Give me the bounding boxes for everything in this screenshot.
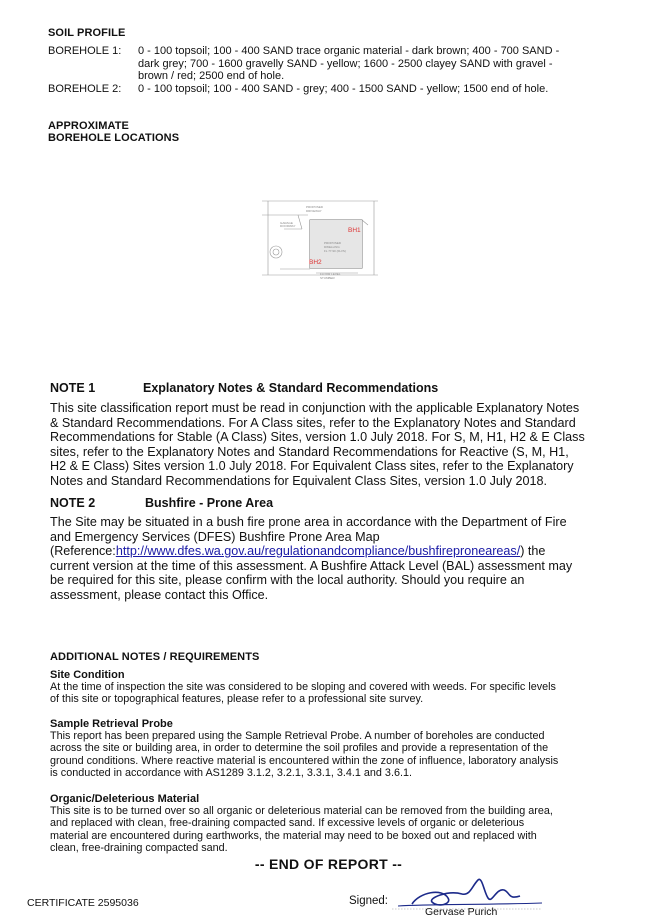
svg-text:PROPOSED: PROPOSED xyxy=(306,205,324,209)
borehole-1-description xyxy=(138,45,598,83)
section-line: ground conditions. Where reactive material is encountered within the zone of influence, laboratory analysis xyxy=(50,754,559,767)
note-line: Notes and Standard Recommendations for Equivalent Class Sites, version 1.0 July 2018. xyxy=(50,473,548,488)
section-title: Sample Retrieval Probe xyxy=(50,718,173,730)
bh2-marker-label: BH2 xyxy=(309,259,322,266)
end-of-report: -- END OF REPORT -- xyxy=(254,856,403,872)
note-line: This site classification report must be read in conjunction with the applicable Explanatory Notes xyxy=(50,401,580,415)
borehole-1-line: 0 - 100 topsoil; 100 - 400 SAND trace organic material - dark brown; 400 - 700 SAND - xyxy=(138,45,560,57)
section-line: This report has been prepared using the Sample Retrieval Probe. A number of boreholes are conducted xyxy=(50,730,545,742)
svg-text:DWELLING: DWELLING xyxy=(324,245,340,249)
svg-text:GARAGE: GARAGE xyxy=(280,221,293,225)
note-line: sites, refer to the Explanatory Notes and Standard Recommendations for Reactive (S, M, H1, xyxy=(50,444,569,459)
section-title: Organic/Deleterious Material xyxy=(50,793,200,805)
heading-line: APPROXIMATE xyxy=(48,120,129,132)
section-body xyxy=(50,805,588,855)
additional-notes-heading: ADDITIONAL NOTES / REQUIREMENTS xyxy=(50,651,260,663)
note-1-number: NOTE 1 xyxy=(50,381,96,395)
note-line: assessment, please contact this Office. xyxy=(50,587,269,602)
reference-line xyxy=(50,544,610,559)
note-line: current version at the time of this assessment. A Bushfire Attack Level (BAL) assessment may xyxy=(50,558,573,573)
site-condition-section xyxy=(50,669,588,706)
section-body xyxy=(50,730,588,780)
signed-label: Signed: xyxy=(349,895,389,907)
note-2-title: Bushfire - Prone Area xyxy=(145,496,274,510)
note-1-title: Explanatory Notes & Standard Recommendations xyxy=(143,381,439,395)
section-line: This site is to be turned over so all organic or deleterious material can be removed from the building area, xyxy=(50,805,553,817)
section-line: across the site or building area, in order to determine the soil profiles and provide a representation of the xyxy=(50,742,549,755)
borehole-1-line: brown / red; 2500 end of hole. xyxy=(138,70,285,82)
signatory-name: Gervase Purich xyxy=(425,906,498,918)
svg-text:DRIVEWAY: DRIVEWAY xyxy=(306,209,322,213)
soil-profile-heading: SOIL PROFILE xyxy=(48,27,126,39)
borehole-2-label: BOREHOLE 2: xyxy=(48,83,122,95)
site-plan-diagram xyxy=(258,195,383,285)
reference-suffix: ) the xyxy=(520,544,546,559)
borehole-1-line: dark grey; 700 - 1600 gravelly SAND - yellow; 1600 - 2500 clayey SAND with gravel - xyxy=(138,57,553,70)
dfes-bushfire-link[interactable]: http://www.dfes.wa.gov.au/regulationandcompliance/bushfireproneareas/ xyxy=(115,544,521,559)
note-2-body xyxy=(50,515,610,603)
section-line: is conducted in accordance with AS1289 3.1.2, 3.2.1, 3.3.1, 3.4.1 and 3.6.1. xyxy=(50,767,412,780)
section-line: material are encountered during earthworks, the material may need to be boxed out and replaced with xyxy=(50,829,537,842)
borehole-1-label: BOREHOLE 1: xyxy=(48,45,122,57)
svg-text:STUMBER: STUMBER xyxy=(320,276,335,280)
note-1-body xyxy=(50,401,610,489)
sample-retrieval-section xyxy=(50,718,588,780)
borehole-locations-heading xyxy=(48,120,179,144)
borehole-2-description xyxy=(138,83,598,96)
svg-text:PROPOSED: PROPOSED xyxy=(324,241,342,245)
note-line: The Site may be situated in a bush fire prone area in accordance with the Department of Fire xyxy=(50,515,567,529)
note-line: and Emergency Services (DFES) Bushfire Prone Area Map xyxy=(50,529,380,544)
bh1-marker-label: BH1 xyxy=(348,227,361,234)
section-body xyxy=(50,681,588,706)
section-line: clean, free-draining compacted sand. xyxy=(50,842,228,855)
note-line: Recommendations for Stable (A Class) Sites, version 1.0 July 2018. For S, M, H1, H2 & E Class xyxy=(50,430,585,445)
certificate-number: CERTIFICATE 2595036 xyxy=(27,897,139,909)
section-title: Site Condition xyxy=(50,669,125,681)
note-2-number: NOTE 2 xyxy=(50,496,96,510)
reference-prefix: (Reference: xyxy=(50,544,116,559)
section-line: of this site or topographical features, please refer to a professional site survey. xyxy=(50,693,424,706)
note-line: be required for this site, please confirm with the local authority. Should you require an xyxy=(50,573,525,588)
svg-text:FLOOR LEVEL: FLOOR LEVEL xyxy=(320,272,341,276)
note-line: H2 & E Class) Sites version 1.0 July 2018. For Equivalent Class sites, refer to the Explanatory xyxy=(50,459,574,474)
section-line: and replaced with clean, free-draining compacted sand. If excessive levels of organic or deleterious xyxy=(50,817,525,830)
svg-text:DOORWAY: DOORWAY xyxy=(280,224,296,228)
section-line: At the time of inspection the site was considered to be sloping and covered with weeds. For specific levels xyxy=(50,681,556,693)
organic-material-section xyxy=(50,793,588,855)
borehole-2-line: 0 - 100 topsoil; 100 - 400 SAND - grey; 400 - 1500 SAND - yellow; 1500 end of hole. xyxy=(138,83,549,95)
svg-text:FL 77.90 (FLVS): FL 77.90 (FLVS) xyxy=(324,249,346,253)
heading-line: BOREHOLE LOCATIONS xyxy=(48,132,180,144)
note-line: & Standard Recommendations. For A Class sites, refer to the Explanatory Notes and Standard xyxy=(50,415,576,430)
